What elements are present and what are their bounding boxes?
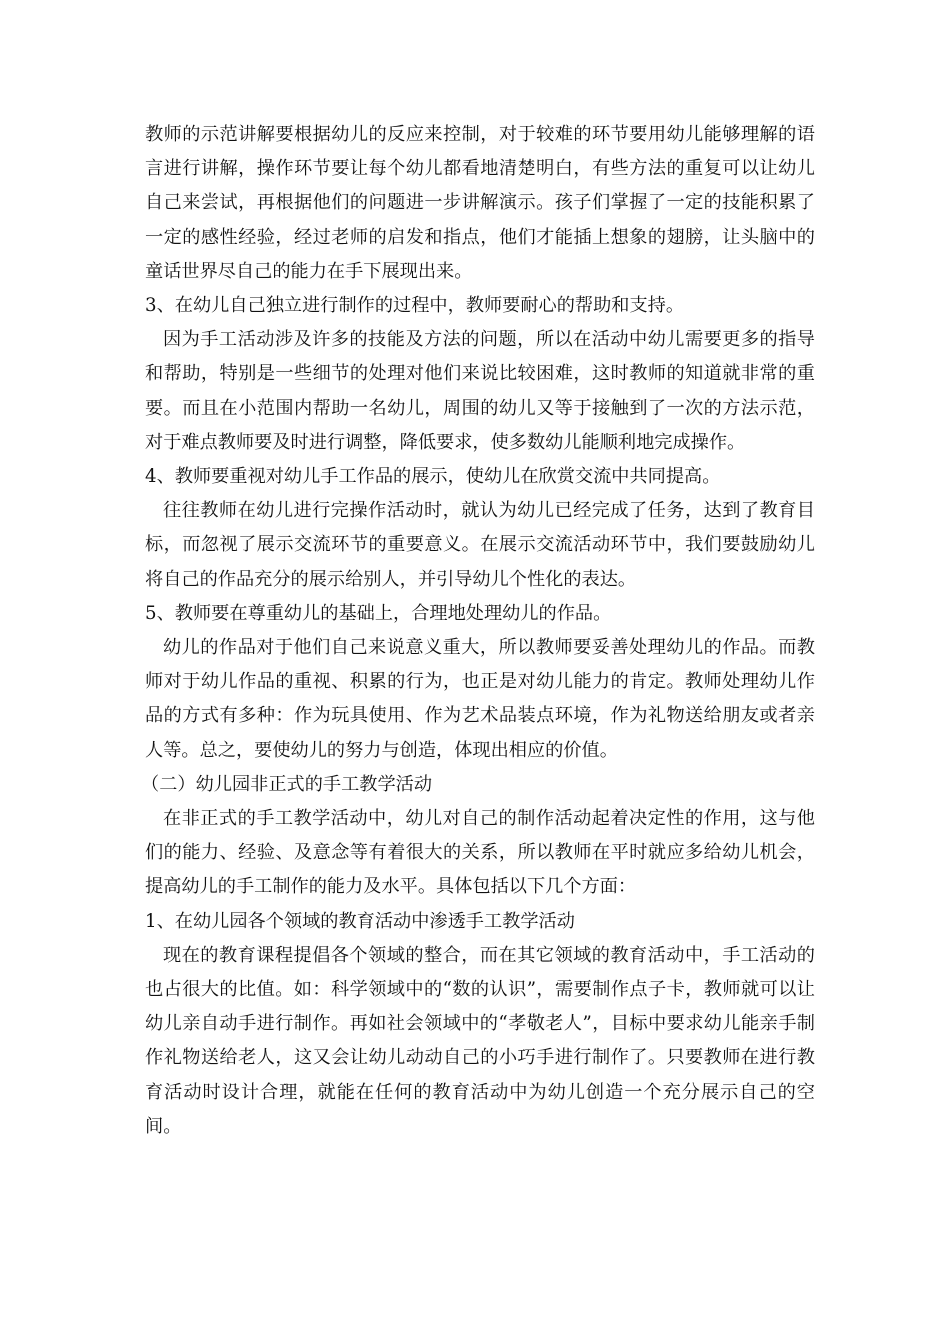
heading-informal-item-1: 1、在幼儿园各个领域的教育活动中渗透手工教学活动 [145,910,575,932]
paragraph-informal-intro: 在非正式的手工教学活动中，幼儿对自己的制作活动起着决定性的作用，这与他们的能力、经验、及意念等有着很大的关系，所以教师在平时就应多给幼儿机会，提高幼儿的手工制作的能力及水平。具体包括以下几个方面： [145,808,815,898]
paragraph-informal-item-1: 现在的教育课程提倡各个领域的整合，而在其它领域的教育活动中，手工活动的也占很大的比值。如：科学领域中的“数的认识”，需要制作点子卡，教师就可以让幼儿亲自动手进行制作。再如社会领域中的“孝敬老人”，目标中要求幼儿能亲手制作礼物送给老人，这又会让幼儿动动自己的小巧手进行制作了。只要教师在进行教育活动时设计合理，就能在任何的教育活动中为幼儿创造一个充分展示自己的空间。 [145,944,815,1137]
heading-item-5: 5、教师要在尊重幼儿的基础上，合理地处理幼儿的作品。 [145,602,612,624]
heading-item-4: 4、教师要重视对幼儿手工作品的展示，使幼儿在欣赏交流中共同提高。 [145,466,721,488]
heading-item-3: 3、在幼儿自己独立进行制作的过程中，教师要耐心的帮助和支持。 [145,295,685,317]
paragraph-item-4: 往往教师在幼儿进行完操作活动时，就认为幼儿已经完成了任务，达到了教育目标，而忽视了展示交流环节的重要意义。在展示交流活动环节中，我们要鼓励幼儿将自己的作品充分的展示给别人，并引导幼儿个性化的表达。 [145,500,815,590]
document-body [141,118,815,1144]
paragraph-item-5: 幼儿的作品对于他们自己来说意义重大，所以教师要妥善处理幼儿的作品。而教师对于幼儿作品的重视、积累的行为，也正是对幼儿能力的肯定。教师处理幼儿作品的方式有多种：作为玩具使用、作为艺术品装点环境，作为礼物送给朋友或者亲人等。总之，要使幼儿的努力与创造，体现出相应的价值。 [145,637,815,761]
section-heading-informal: （二）幼儿园非正式的手工教学活动 [141,773,433,795]
paragraph-demonstration: 教师的示范讲解要根据幼儿的反应来控制，对于较难的环节要用幼儿能够理解的语言进行讲解，操作环节要让每个幼儿都看地清楚明白，有些方法的重复可以让幼儿自己来尝试，再根据他们的问题进一步讲解演示。孩子们掌握了一定的技能积累了一定的感性经验，经过老师的启发和指点，他们才能插上想象的翅膀，让头脑中的童话世界尽自己的能力在手下展现出来。 [145,124,815,282]
paragraph-item-3: 因为手工活动涉及许多的技能及方法的问题，所以在活动中幼儿需要更多的指导和帮助，特别是一些细节的处理对他们来说比较困难，这时教师的知道就非常的重要。而且在小范围内帮助一名幼儿，周围的幼儿又等于接触到了一次的方法示范，对于难点教师要及时进行调整，降低要求，使多数幼儿能顺利地完成操作。 [145,329,815,453]
